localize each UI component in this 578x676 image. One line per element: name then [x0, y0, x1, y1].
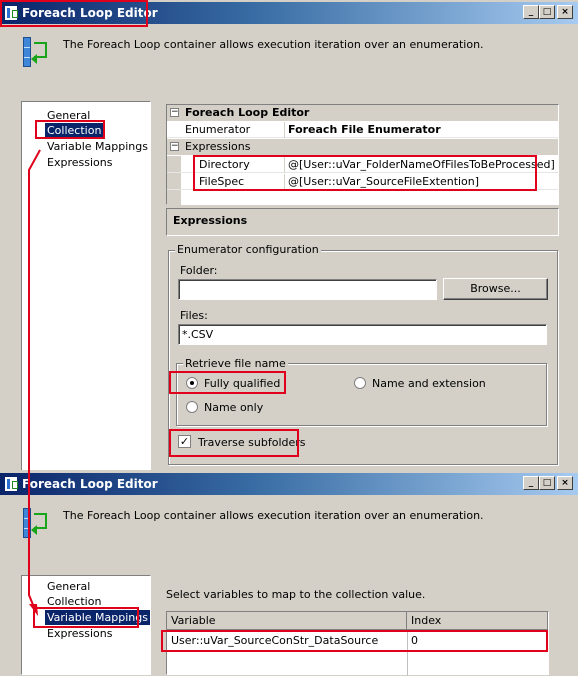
property-value[interactable]: @[User::uVar_FolderNameOfFilesToBeProcessed]	[284, 157, 558, 173]
header-description: The Foreach Loop container allows execution iteration over an enumeration.	[63, 38, 484, 51]
nav-item-variable-mappings[interactable]: Variable Mappings	[47, 611, 148, 624]
files-input[interactable]: *.CSV	[178, 324, 547, 345]
minimize-button[interactable]: _	[523, 5, 539, 19]
retrieve-file-name-title: Retrieve file name	[185, 357, 286, 370]
name-and-extension-label[interactable]: Name and extension	[372, 377, 486, 390]
traverse-subfolders-label[interactable]: Traverse subfolders	[198, 436, 306, 449]
description-title: Expressions	[173, 214, 248, 227]
column-header-variable[interactable]: Variable	[167, 612, 407, 630]
browse-button[interactable]: Browse...	[443, 278, 548, 300]
property-name: Enumerator	[185, 123, 251, 136]
property-name: Directory	[199, 158, 250, 171]
close-button[interactable]: ×	[557, 476, 573, 490]
close-button[interactable]: ×	[557, 5, 573, 19]
name-only-label[interactable]: Name only	[204, 401, 264, 414]
header-description-2: The Foreach Loop container allows execution iteration over an enumeration.	[63, 509, 484, 522]
window-title-2: Foreach Loop Editor	[22, 477, 158, 491]
nav-item-expressions[interactable]: Expressions	[47, 627, 113, 640]
nav-item-variable-mappings[interactable]: Variable Mappings	[47, 140, 148, 153]
nav-item-general[interactable]: General	[47, 109, 91, 122]
maximize-button[interactable]: □	[539, 5, 555, 19]
nav-item-expressions[interactable]: Expressions	[47, 156, 113, 169]
traverse-subfolders-checkbox[interactable]: ✓	[179, 435, 190, 448]
folder-label: Folder:	[180, 264, 218, 277]
collapse-icon[interactable]: −	[171, 141, 179, 151]
column-header-index[interactable]: Index	[407, 612, 548, 630]
collapse-icon[interactable]: −	[171, 107, 179, 117]
nav-item-general[interactable]: General	[47, 580, 91, 593]
minimize-button[interactable]: _	[523, 476, 539, 490]
property-value[interactable]: @[User::uVar_SourceFileExtention]	[284, 174, 558, 190]
maximize-button[interactable]: □	[539, 476, 555, 490]
index-cell[interactable]: 0	[411, 634, 418, 647]
property-name: FileSpec	[199, 175, 245, 188]
files-label: Files:	[180, 309, 208, 322]
enumerator-config-title: Enumerator configuration	[177, 243, 319, 256]
variable-cell[interactable]: User::uVar_SourceConStr_DataSource	[171, 634, 379, 647]
mapping-instruction: Select variables to map to the collection value.	[166, 588, 426, 601]
nav-item-collection[interactable]: Collection	[47, 124, 102, 137]
property-value[interactable]: Foreach File Enumerator	[284, 122, 558, 138]
nav-item-collection[interactable]: Collection	[47, 595, 102, 608]
window-title: Foreach Loop Editor	[22, 6, 158, 20]
category-label: Expressions	[185, 140, 251, 153]
category-label: Foreach Loop Editor	[185, 106, 310, 119]
fully-qualified-label[interactable]: Fully qualified	[204, 377, 281, 390]
